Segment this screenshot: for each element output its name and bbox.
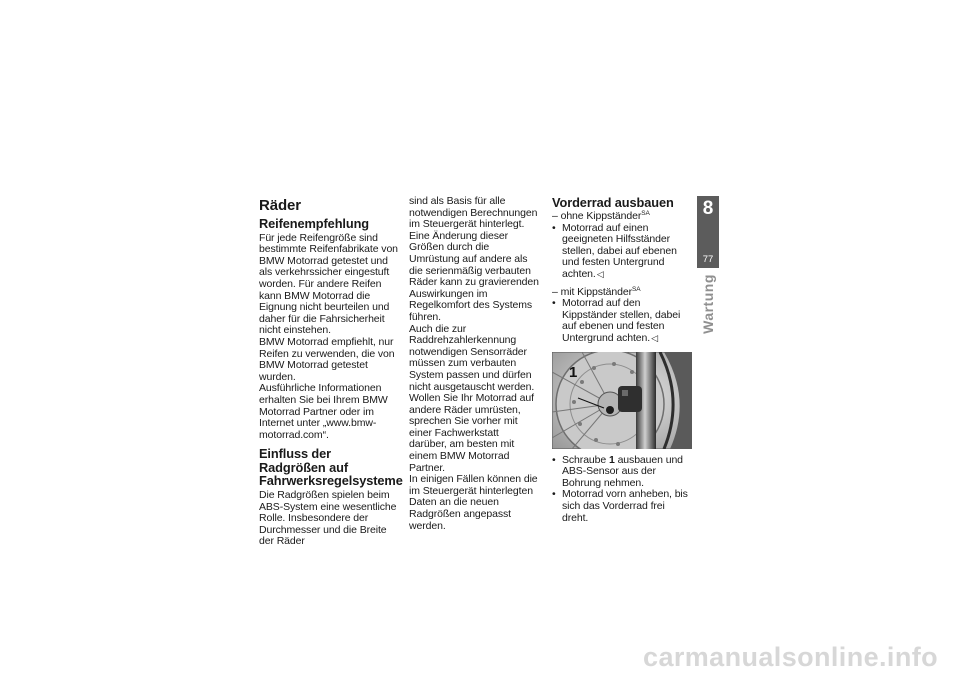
end-marker-icon: ◁ [596, 268, 604, 279]
page-number: 77 [702, 254, 714, 265]
step-text: Motorrad auf einen geeigneten Hilfsständer stellen, dabei auf ebenen und festen Untergrund achten. [562, 221, 677, 280]
condition-label: ohne Kippständer [560, 210, 642, 222]
option-badge: SA [641, 210, 650, 217]
end-marker-icon: ◁ [651, 332, 658, 343]
dash-marker: – [552, 210, 558, 222]
text-column-right [552, 196, 692, 524]
paragraph-wheel-size-start: Die Radgrößen spielen beim ABS-System eine wesentliche Rolle. Insbesondere der Durchmesser und die Breite der Räder [259, 489, 397, 548]
paragraph-tyre-info: Für jede Reifengröße sind bestimmte Reifenfabrikate von BMW Motorrad getestet und als verkehrssicher eingestuft worden. Für andere Reifen kann BMW Motorrad die Eignung nicht beurteilen und daher für die Fahrsicherheit nicht einstehen. [259, 231, 398, 337]
paragraph-sensor-wheels: Auch die zur Raddrehzahlerkennung notwendigen Sensorräder müssen zum verbauten System passen und dürfen nicht ausgetauscht werden. [409, 322, 535, 393]
paragraph-data-adaptation: In einigen Fällen können die im Steuergerät hinterlegten Daten an die neuen Radgrößen angepasst werden. [409, 473, 538, 532]
list-item [552, 223, 692, 281]
step-list-removal [552, 455, 692, 525]
step-text: ausbauen und ABS-Sensor aus der Bohrung nehmen. [562, 453, 683, 489]
dash-marker: – [552, 285, 558, 298]
step-text: Motorrad vorn anheben, bis sich das Vorderrad frei dreht. [562, 488, 688, 524]
heading-wheel-size-influence: Einfluss der Radgrößen auf Fahrwerksregelsysteme [259, 446, 403, 489]
paragraph-tyre-recommendation: BMW Motorrad empfiehlt, nur Reifen zu verwenden, die von BMW Motorrad getestet wurden. [259, 335, 395, 383]
watermark-text: carmanualsonline.info [643, 642, 938, 672]
list-item [552, 489, 692, 524]
text-column-left [259, 197, 401, 548]
text-column-middle [409, 196, 539, 532]
paragraph-more-info: Ausführliche Informationen erhalten Sie bei Ihrem BMW Motorrad Partner oder im Internet unter „www.bmw-motorrad.com“. [259, 382, 388, 441]
section-side-label: Wartung [700, 274, 716, 334]
step-text-prefix: Schraube [562, 453, 607, 466]
page-title: Räder [259, 197, 302, 214]
chapter-number: 8 [702, 198, 714, 219]
section-title-front-wheel: Vorderrad ausbauen [552, 195, 674, 210]
heading-tyre-recommendation: Reifenempfehlung [259, 216, 370, 231]
paragraph-wheel-conversion: Wollen Sie Ihr Motorrad auf andere Räder umrüsten, sprechen Sie vorher mit einer Fachwerkstatt darüber, am besten mit einem BMW Motorrad Partner. [409, 392, 534, 474]
condition-label: mit Kippständer [560, 285, 633, 298]
step-list-with-stand [552, 298, 692, 344]
list-item [552, 298, 692, 344]
step-text: Motorrad auf den Kippständer stellen, dabei auf ebenen und festen Untergrund achten. [562, 297, 681, 344]
option-badge: SA [632, 285, 641, 293]
photo-callout-label: 1 [569, 364, 578, 381]
screw-reference: 1 [608, 453, 615, 466]
list-item [552, 455, 692, 490]
paragraph-wheel-size-continued: sind als Basis für alle notwendigen Berechnungen im Steuergerät hinterlegt. Eine Änderung dieser Größen durch die Umrüstung auf andere als die serienmäßig verbauten Räder kann zu gravierenden Auswirkungen im Regelkomfort des Systems führen. [409, 195, 539, 323]
step-list-without-stand [552, 223, 692, 281]
